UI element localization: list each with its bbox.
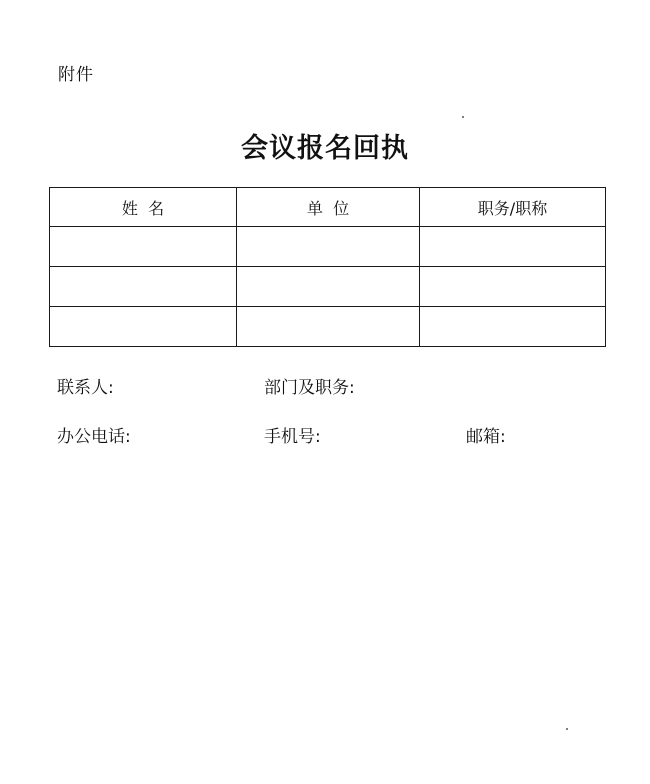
department-position-label: 部门及职务:: [264, 378, 355, 398]
column-header-name: 姓 名: [50, 188, 237, 227]
attachment-label: 附件: [58, 65, 94, 85]
office-phone-label: 办公电话:: [57, 427, 131, 447]
table-cell-position-title[interactable]: [420, 267, 606, 307]
column-header-organization: 单 位: [237, 188, 420, 227]
registration-table: [49, 187, 606, 347]
table-cell-name[interactable]: [50, 267, 237, 307]
table-cell-organization[interactable]: [237, 307, 420, 347]
scan-speck: [462, 116, 464, 118]
scan-speck: [566, 728, 568, 730]
column-header-position-title: 职务/职称: [420, 188, 606, 227]
table-cell-name[interactable]: [50, 307, 237, 347]
table-cell-position-title[interactable]: [420, 227, 606, 267]
contact-person-label: 联系人:: [57, 378, 114, 398]
table-cell-organization[interactable]: [237, 227, 420, 267]
table-header-row: [50, 188, 606, 227]
table-row: [50, 227, 606, 267]
table-cell-position-title[interactable]: [420, 307, 606, 347]
table-cell-name[interactable]: [50, 227, 237, 267]
page-title: 会议报名回执: [241, 133, 409, 164]
mobile-label: 手机号:: [264, 427, 321, 447]
table-cell-organization[interactable]: [237, 267, 420, 307]
email-label: 邮箱:: [466, 427, 506, 447]
table-row: [50, 307, 606, 347]
table-row: [50, 267, 606, 307]
